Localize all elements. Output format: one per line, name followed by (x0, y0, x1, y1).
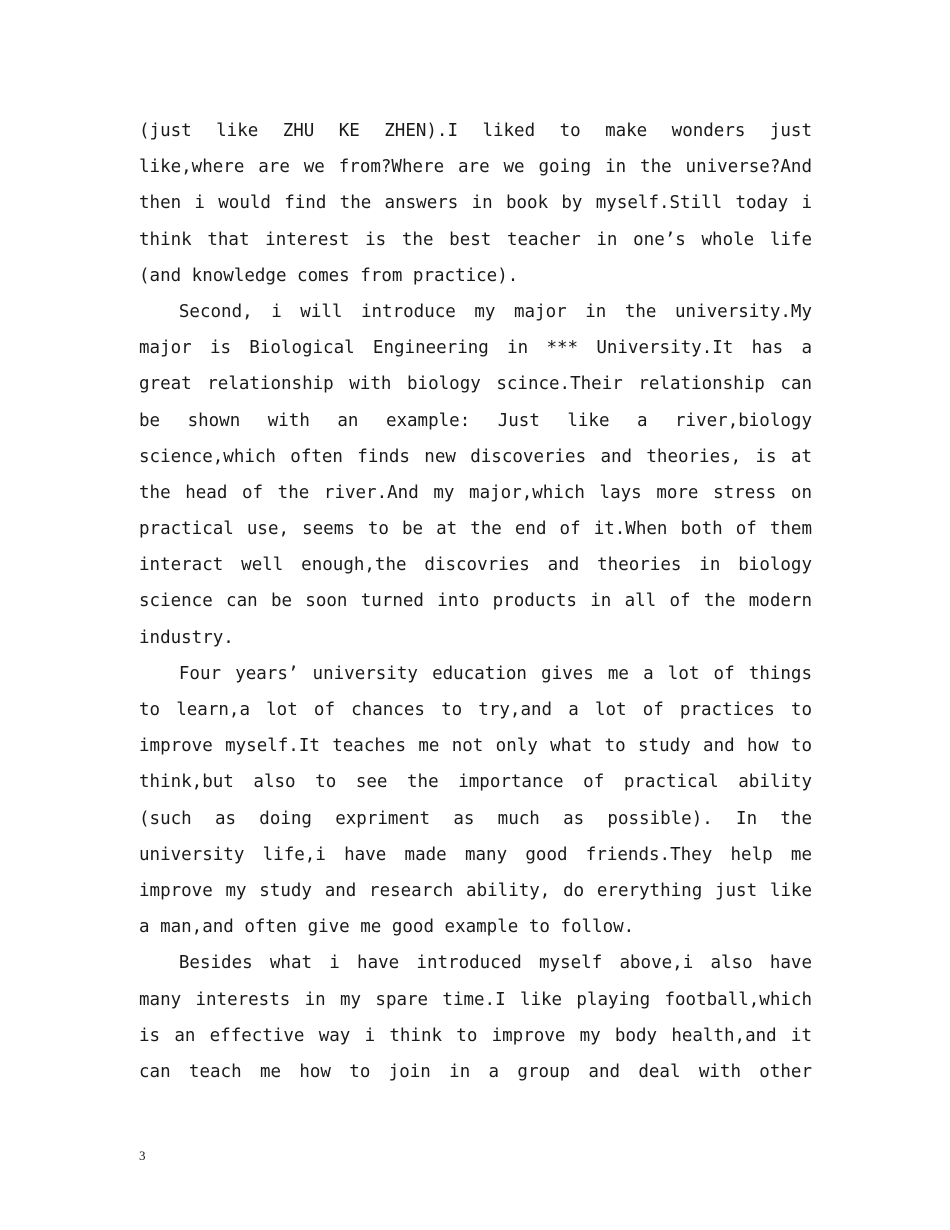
text-line: many interests in my spare time.I like playing football,which (139, 989, 812, 1010)
text-line: Four years’ university education gives me a lot of things (178, 663, 812, 684)
text-line: is an effective way i think to improve my body health,and it (139, 1025, 812, 1046)
text-line: industry. (139, 627, 234, 648)
text-line: improve my study and research ability, do ererything just like (139, 880, 812, 901)
text-line: improve myself.It teaches me not only what to study and how to (139, 736, 812, 757)
text-line: like,where are we from?Where are we going in the universe?And (139, 157, 812, 178)
paragraph (139, 294, 812, 656)
text-line: Second, i will introduce my major in the university.My (178, 301, 812, 322)
text-line: Besides what i have introduced myself above,i also have (178, 953, 812, 974)
text-line: (such as doing expriment as much as possible). In the (139, 808, 812, 829)
paragraph (139, 656, 812, 946)
text-line: science can be soon turned into products in all of the modern (139, 591, 812, 612)
paragraph (139, 113, 812, 294)
text-line: great relationship with biology scince.Their relationship can (139, 374, 812, 395)
text-line: to learn,a lot of chances to try,and a lot of practices to (139, 700, 812, 720)
text-line: be shown with an example: Just like a river,biology (139, 410, 812, 431)
text-line: then i would find the answers in book by myself.Still today i (139, 193, 812, 214)
paragraph (139, 945, 812, 1090)
text-line: think,but also to see the importance of practical ability (139, 772, 812, 793)
text-line: think that interest is the best teacher in one’s whole life (139, 229, 812, 250)
text-line: (and knowledge comes from practice). (139, 265, 519, 286)
text-line: can teach me how to join in a group and deal with other (139, 1061, 812, 1082)
body-text (139, 113, 812, 1090)
text-line: university life,i have made many good friends.They help me (139, 844, 812, 865)
text-line: practical use, seems to be at the end of it.When both of them (139, 519, 812, 540)
text-line: interact well enough,the discovries and theories in biology (139, 555, 812, 576)
text-line: science,which often finds new discoveries and theories, is at (139, 446, 812, 467)
text-line: a man,and often give me good example to follow. (139, 917, 635, 938)
text-line: major is Biological Engineering in *** University.It has a (139, 338, 812, 359)
text-line: the head of the river.And my major,which lays more stress on (139, 482, 812, 503)
text-line: (just like ZHU KE ZHEN).I liked to make wonders just (139, 121, 812, 141)
page-number: 3 (139, 1148, 146, 1163)
